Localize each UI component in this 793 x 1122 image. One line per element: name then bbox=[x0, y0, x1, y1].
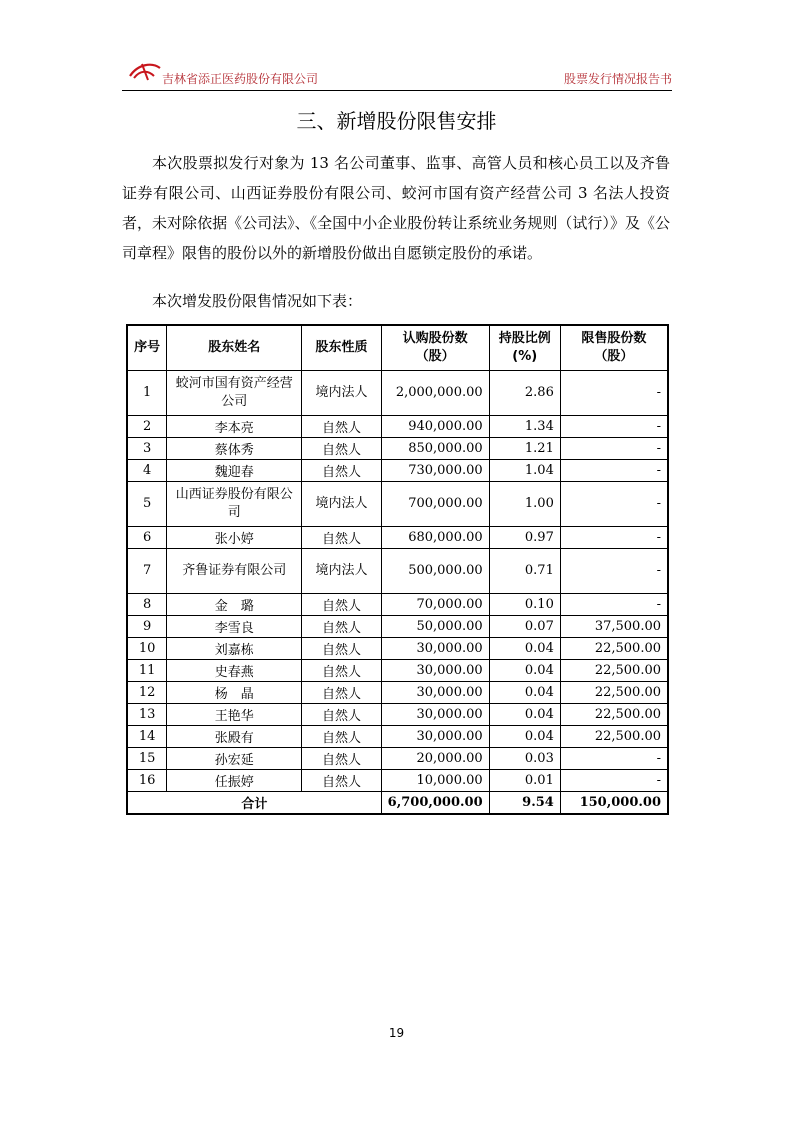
col-header-ratio: 持股比例(%) bbox=[489, 325, 560, 371]
table-row bbox=[127, 704, 668, 726]
shareholder-name: 蛟河市国有资产经营公司 bbox=[167, 371, 302, 416]
row-no: 1 bbox=[127, 371, 167, 416]
table-row bbox=[127, 638, 668, 660]
restricted-shares: - bbox=[560, 482, 668, 527]
shareholder-name: 李雪良 bbox=[167, 616, 302, 638]
row-no: 3 bbox=[127, 438, 167, 460]
restricted-shares: 22,500.00 bbox=[560, 704, 668, 726]
company-name: 吉林省添正医药股份有限公司 bbox=[162, 72, 319, 86]
table-row bbox=[127, 549, 668, 594]
shareholder-type: 自然人 bbox=[302, 438, 381, 460]
restricted-shares: 22,500.00 bbox=[560, 660, 668, 682]
row-no: 5 bbox=[127, 482, 167, 527]
company-logo-icon bbox=[128, 60, 162, 82]
restricted-shares: - bbox=[560, 460, 668, 482]
col-header-restricted: 限售股份数（股） bbox=[560, 325, 668, 371]
col-header-name: 股东姓名 bbox=[167, 325, 302, 371]
table-row bbox=[127, 748, 668, 770]
shareholder-name: 孙宏延 bbox=[167, 748, 302, 770]
holding-ratio: 0.10 bbox=[489, 594, 560, 616]
holding-ratio: 0.71 bbox=[489, 549, 560, 594]
total-subscribed: 6,700,000.00 bbox=[381, 792, 489, 815]
shareholder-type: 自然人 bbox=[302, 527, 381, 549]
restricted-shares: - bbox=[560, 416, 668, 438]
subscribed-shares: 30,000.00 bbox=[381, 660, 489, 682]
shareholder-name: 魏迎春 bbox=[167, 460, 302, 482]
table-row bbox=[127, 482, 668, 527]
table-row bbox=[127, 660, 668, 682]
subscribed-shares: 730,000.00 bbox=[381, 460, 489, 482]
table-row bbox=[127, 726, 668, 748]
table-row bbox=[127, 682, 668, 704]
row-no: 14 bbox=[127, 726, 167, 748]
shareholder-name: 张殿有 bbox=[167, 726, 302, 748]
total-restricted: 150,000.00 bbox=[560, 792, 668, 815]
restricted-shares: 22,500.00 bbox=[560, 682, 668, 704]
subscribed-shares: 680,000.00 bbox=[381, 527, 489, 549]
section-title: 三、新增股份限售安排 bbox=[296, 109, 497, 133]
col-header-type: 股东性质 bbox=[302, 325, 381, 371]
holding-ratio: 1.00 bbox=[489, 482, 560, 527]
holding-ratio: 0.03 bbox=[489, 748, 560, 770]
holding-ratio: 0.04 bbox=[489, 726, 560, 748]
shareholder-type: 自然人 bbox=[302, 616, 381, 638]
shareholder-name: 张小婷 bbox=[167, 527, 302, 549]
holding-ratio: 0.04 bbox=[489, 704, 560, 726]
subscribed-shares: 850,000.00 bbox=[381, 438, 489, 460]
restricted-shares: - bbox=[560, 438, 668, 460]
restricted-shares: - bbox=[560, 549, 668, 594]
shareholder-type: 自然人 bbox=[302, 726, 381, 748]
shareholder-name: 蔡体秀 bbox=[167, 438, 302, 460]
shareholder-type: 境内法人 bbox=[302, 371, 381, 416]
total-ratio: 9.54 bbox=[489, 792, 560, 815]
shareholder-type: 自然人 bbox=[302, 704, 381, 726]
shareholder-type: 自然人 bbox=[302, 460, 381, 482]
shareholder-name: 杨 晶 bbox=[167, 682, 302, 704]
holding-ratio: 0.07 bbox=[489, 616, 560, 638]
subscribed-shares: 20,000.00 bbox=[381, 748, 489, 770]
holding-ratio: 1.34 bbox=[489, 416, 560, 438]
subscribed-shares: 30,000.00 bbox=[381, 704, 489, 726]
table-row bbox=[127, 438, 668, 460]
holding-ratio: 0.04 bbox=[489, 660, 560, 682]
restricted-shares: - bbox=[560, 594, 668, 616]
shareholder-type: 自然人 bbox=[302, 660, 381, 682]
shareholder-type: 自然人 bbox=[302, 594, 381, 616]
shareholder-type: 自然人 bbox=[302, 748, 381, 770]
shareholder-name: 刘嘉栋 bbox=[167, 638, 302, 660]
shareholder-name: 山西证券股份有限公司 bbox=[167, 482, 302, 527]
table-row bbox=[127, 770, 668, 792]
row-no: 6 bbox=[127, 527, 167, 549]
shareholder-type: 自然人 bbox=[302, 638, 381, 660]
row-no: 12 bbox=[127, 682, 167, 704]
row-no: 15 bbox=[127, 748, 167, 770]
subscribed-shares: 500,000.00 bbox=[381, 549, 489, 594]
col-header-subscribed: 认购股份数（股） bbox=[381, 325, 489, 371]
restricted-shares: - bbox=[560, 748, 668, 770]
page-number: 19 bbox=[388, 1026, 405, 1040]
table-row bbox=[127, 594, 668, 616]
document-title: 股票发行情况报告书 bbox=[563, 72, 672, 86]
shareholder-type: 自然人 bbox=[302, 416, 381, 438]
table-total-row bbox=[127, 792, 668, 815]
table-row bbox=[127, 616, 668, 638]
shareholder-type: 自然人 bbox=[302, 770, 381, 792]
paragraph-intro: 本次股票拟发行对象为 13 名公司董事、监事、高管人员和核心员工以及齐鲁证券有限公司、山西证券股份有限公司、蛟河市国有资产经营公司 3 名法人投资者，未对除依据《公司法》、《全国中小企业股份转让系统业务规则（试行）》及《公司章程》限售的股份以外的新增股份做出自愿锁定股份的承诺。 bbox=[122, 154, 670, 262]
subscribed-shares: 30,000.00 bbox=[381, 726, 489, 748]
subscribed-shares: 30,000.00 bbox=[381, 682, 489, 704]
holding-ratio: 0.04 bbox=[489, 638, 560, 660]
holding-ratio: 0.04 bbox=[489, 682, 560, 704]
shareholder-name: 齐鲁证券有限公司 bbox=[167, 549, 302, 594]
table-row bbox=[127, 371, 668, 416]
total-label: 合计 bbox=[127, 792, 381, 815]
table-row bbox=[127, 416, 668, 438]
subscribed-shares: 10,000.00 bbox=[381, 770, 489, 792]
table-header-row bbox=[127, 325, 668, 371]
row-no: 2 bbox=[127, 416, 167, 438]
restricted-shares: 22,500.00 bbox=[560, 726, 668, 748]
row-no: 7 bbox=[127, 549, 167, 594]
table-row bbox=[127, 460, 668, 482]
shareholder-name: 史春燕 bbox=[167, 660, 302, 682]
restricted-shares: - bbox=[560, 371, 668, 416]
row-no: 13 bbox=[127, 704, 167, 726]
row-no: 10 bbox=[127, 638, 167, 660]
restricted-shares: - bbox=[560, 770, 668, 792]
subscribed-shares: 50,000.00 bbox=[381, 616, 489, 638]
row-no: 11 bbox=[127, 660, 167, 682]
shareholder-type: 自然人 bbox=[302, 682, 381, 704]
shareholder-name: 任振婷 bbox=[167, 770, 302, 792]
row-no: 9 bbox=[127, 616, 167, 638]
subscribed-shares: 2,000,000.00 bbox=[381, 371, 489, 416]
shareholder-name: 王艳华 bbox=[167, 704, 302, 726]
holding-ratio: 2.86 bbox=[489, 371, 560, 416]
paragraph-table-lead: 本次增发股份限售情况如下表： bbox=[152, 292, 363, 310]
shareholder-type: 境内法人 bbox=[302, 482, 381, 527]
shareholder-name: 金 璐 bbox=[167, 594, 302, 616]
page-header bbox=[122, 56, 672, 91]
subscribed-shares: 30,000.00 bbox=[381, 638, 489, 660]
holding-ratio: 0.97 bbox=[489, 527, 560, 549]
holding-ratio: 1.21 bbox=[489, 438, 560, 460]
share-restriction-table bbox=[126, 324, 669, 815]
shareholder-type: 境内法人 bbox=[302, 549, 381, 594]
holding-ratio: 1.04 bbox=[489, 460, 560, 482]
col-header-no: 序号 bbox=[127, 325, 167, 371]
restricted-shares: 22,500.00 bbox=[560, 638, 668, 660]
subscribed-shares: 70,000.00 bbox=[381, 594, 489, 616]
row-no: 16 bbox=[127, 770, 167, 792]
restricted-shares: - bbox=[560, 527, 668, 549]
subscribed-shares: 940,000.00 bbox=[381, 416, 489, 438]
row-no: 8 bbox=[127, 594, 167, 616]
shareholder-name: 李本亮 bbox=[167, 416, 302, 438]
table-row bbox=[127, 527, 668, 549]
holding-ratio: 0.01 bbox=[489, 770, 560, 792]
row-no: 4 bbox=[127, 460, 167, 482]
subscribed-shares: 700,000.00 bbox=[381, 482, 489, 527]
restricted-shares: 37,500.00 bbox=[560, 616, 668, 638]
